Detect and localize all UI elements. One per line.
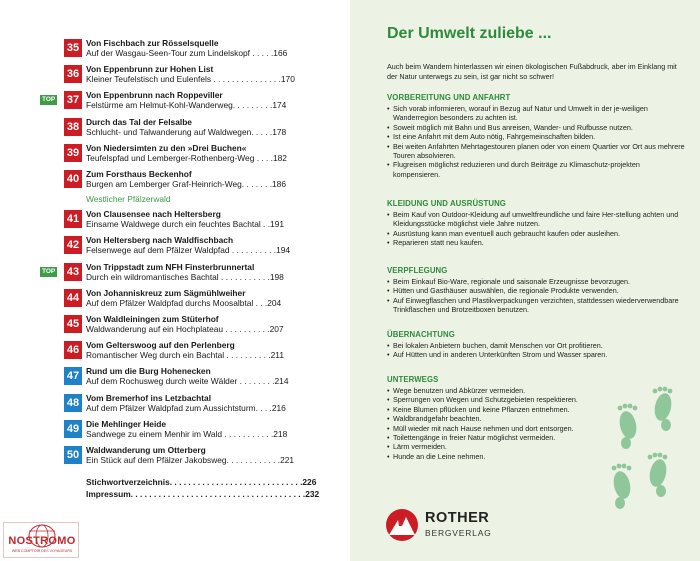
logo-subtitle: BERGVERLAG <box>425 528 492 538</box>
tour-subtitle: Auf dem Rochusweg durch weite Wälder . . . . . . . .214 <box>86 376 289 387</box>
toc-entry[interactable] <box>40 38 295 64</box>
toc-entry[interactable] <box>40 419 295 445</box>
top-badge: TOP <box>42 96 56 104</box>
tour-title: Von Fischbach zur Rösselsquelle <box>86 38 219 48</box>
tour-number-badge: 39 <box>64 144 82 162</box>
tour-title: Vom Gelterswoog auf den Perlenberg <box>86 340 235 351</box>
tip-item: • Keine Blumen pflücken und keine Pflanzen entnehmen. <box>387 405 687 414</box>
tour-subtitle: Romantischer Weg durch ein Bachtal . . . . . . . . . .211 <box>86 350 284 361</box>
tour-title: Vom Bremerhof ins Letzbachtal <box>86 392 212 403</box>
tour-title: Zum Forsthaus Beckenhof <box>86 169 192 179</box>
tip-item: • Ausrüstung kann man eventuell auch gebraucht kaufen oder ausleihen. <box>387 229 687 238</box>
tour-number-badge: 50 <box>64 446 82 464</box>
tour-title: Die Mehlinger Heide <box>86 418 167 429</box>
tour-title: Von Eppenbrunn nach Roppeviller <box>86 90 223 101</box>
tour-number-badge: 47 <box>64 367 82 385</box>
tip-item: • Waldbrandgefahr beachten. <box>387 414 687 423</box>
tour-title: Rund um die Burg Hohenecken <box>86 366 211 377</box>
eco-section <box>387 330 687 360</box>
toc-entry[interactable] <box>40 169 295 195</box>
tour-number-badge: 43 <box>64 263 82 281</box>
toc-entry[interactable] <box>40 340 295 366</box>
tip-item: • Flugreisen möglichst reduzieren und durch Beiträge zu Klimaschutz-projekten kompensieren. <box>387 160 687 179</box>
toc-entry[interactable] <box>40 366 295 392</box>
tour-title: Von Waldleiningen zum Stüterhof <box>86 314 219 324</box>
tip-item: • Reparieren statt neu kaufen. <box>387 238 687 247</box>
nostromo-watermark <box>3 522 79 558</box>
section-heading: UNTERWEGS <box>387 375 439 384</box>
tips-list <box>387 104 687 179</box>
toc-entry[interactable] <box>40 117 295 143</box>
tour-subtitle: Felstürme am Helmut-Kohl-Wanderweg. . . . . . . . .174 <box>86 100 287 111</box>
tip-item: • Lärm vermeiden. <box>387 442 687 451</box>
toc-entry[interactable] <box>40 235 295 261</box>
logo-name: ROTHER <box>425 510 490 526</box>
tour-number-badge: 48 <box>64 394 82 412</box>
tip-item: • Hütten und Gasthäuser auswählen, die regionale Produkte verwenden. <box>387 286 687 295</box>
tour-subtitle: Felsenwege auf dem Pfälzer Waldpfad . . . . . . . . . .194 <box>86 245 291 256</box>
tour-subtitle: Ein Stück auf dem Pfälzer Jakobsweg. . . . . . . . . . . .221 <box>86 455 295 465</box>
tip-item: • Bei weiten Anfahrten Mehrtagestouren planen oder von einem Quartier vor Ort aus mehrere Touren absolvieren. <box>387 142 687 161</box>
section-heading: KLEIDUNG UND AUSRÜSTUNG <box>387 199 506 208</box>
tip-item: • Toilettengänge in freier Natur möglichst vermeiden. <box>387 433 687 442</box>
tour-subtitle: Auf der Wasgau-Seen-Tour zum Lindelskopf . . . . .166 <box>86 48 288 58</box>
watermark-title: NOSTROMO <box>8 535 76 547</box>
tip-item: • Ist eine Anfahrt mit dem Auto nötig, Fahrgemeinschaften bilden. <box>387 132 687 141</box>
toc-entry[interactable] <box>40 314 295 340</box>
tip-item: • Auf Einwegflaschen und Plastikverpackungen verzichten, stattdessen wiederverwendbare Trinkflaschen und Brotzeitboxen benutzen. <box>387 296 687 315</box>
tips-list <box>387 341 687 360</box>
tip-item: • Sperrungen von Wegen und Schutzgebieten respektieren. <box>387 395 687 404</box>
index-entry[interactable]: Stichwortverzeichnis. . . . . . . . . . . . . . . . . . . . . . . . . . . . .226 <box>86 477 317 488</box>
section-heading: ÜBERNACHTUNG <box>387 330 455 339</box>
footprints-icon <box>600 385 695 515</box>
right-page <box>350 0 700 561</box>
tour-number-badge: 38 <box>64 118 82 136</box>
eco-section <box>387 93 687 179</box>
tour-title: Von Heltersberg nach Waldfischbach <box>86 235 234 246</box>
toc-entry[interactable] <box>40 64 295 90</box>
tour-title: Durch das Tal der Felsalbe <box>86 116 192 127</box>
tour-number-badge: 41 <box>64 210 82 228</box>
tip-item: • Hunde an die Leine nehmen. <box>387 452 687 461</box>
tour-subtitle: Sandwege zu einem Menhir im Wald . . . . . . . . . . .218 <box>86 428 288 439</box>
toc-entry[interactable] <box>40 288 295 314</box>
toc-entry[interactable] <box>40 393 295 419</box>
tour-subtitle: Waldwanderung auf ein Hochplateau . . . . . . . . . .207 <box>86 324 284 334</box>
tour-subtitle: Kleiner Teufelstisch und Eulenfels . . . . . . . . . . . . . . .170 <box>86 74 295 85</box>
tour-subtitle: Teufelspfad und Lemberger-Rothenberg-Weg . . . .182 <box>86 152 287 163</box>
intro-text: Auch beim Wandern hinterlassen wir einen ökologischen Fußabdruck, aber im Einklang mit der Natur unterwegs zu sein, ist gar nicht so schwer! <box>387 62 677 81</box>
tour-subtitle: Auf dem Pfälzer Waldpfad zum Aussichtsturm. . . .216 <box>86 402 286 413</box>
tour-subtitle: Durch ein wildromantisches Bachtal . . . . . . . . . . .198 <box>86 271 284 282</box>
tip-item: • Sich vorab informieren, worauf in Bezug auf Natur und Umwelt in der je-weiligen Wanderregion besonders zu achten ist. <box>387 104 687 123</box>
watermark-subtitle: WEB COMPTOIR DES VOYAGEURS <box>11 549 73 553</box>
tour-number-badge: 49 <box>64 420 82 438</box>
tour-number-badge: 45 <box>64 315 82 333</box>
tour-title: Von Eppenbrunn zur Hohen List <box>86 64 214 75</box>
tips-list <box>387 277 687 315</box>
toc-entry[interactable] <box>40 209 295 235</box>
eco-section <box>387 199 687 248</box>
tour-number-badge: 36 <box>64 65 82 83</box>
section-heading: VERPFLEGUNG <box>387 266 448 275</box>
tip-item: • Beim Kauf von Outdoor-Kleidung auf umweltfreundliche und faire Her-stellung achten und Kleidungsstücke möglichst viele Jahre nutzen. <box>387 210 687 229</box>
tour-subtitle: Auf dem Pfälzer Waldpfad durchs Moosalbtal . . .204 <box>86 297 282 308</box>
tip-item: • Soweit möglich mit Bahn und Bus anreisen, Wander- und Rufbusse nutzen. <box>387 123 687 132</box>
rother-logo <box>385 508 525 542</box>
tour-title: Waldwanderung um Otterberg <box>86 445 206 455</box>
tour-title: Von Trippstadt zum NFH Finsterbrunnertal <box>86 261 255 272</box>
tour-subtitle: Einsame Waldwege durch ein feuchtes Bachtal . .191 <box>86 219 285 230</box>
page-title: Der Umwelt zuliebe ... <box>387 25 552 42</box>
tour-subtitle: Burgen am Lemberger Graf-Heinrich-Weg. . . . . . .186 <box>86 179 286 189</box>
tour-title: Von Clausensee nach Heltersberg <box>86 209 221 220</box>
tip-item: • Auf Hütten und in anderen Unterkünften Strom und Wasser sparen. <box>387 350 687 359</box>
tour-title: Von Niedersimten zu den »Drei Buchen« <box>86 142 247 153</box>
tour-number-badge: 40 <box>64 170 82 188</box>
toc-entry[interactable] <box>40 445 295 471</box>
tip-item: • Müll wieder mit nach Hause nehmen und dort entsorgen. <box>387 424 687 433</box>
tip-item: • Beim Einkauf Bio-Ware, regionale und saisonale Erzeugnisse bevorzugen. <box>387 277 687 286</box>
toc-entry[interactable] <box>40 90 295 116</box>
toc-entry[interactable] <box>40 143 295 169</box>
eco-section <box>387 266 687 315</box>
tour-subtitle: Schlucht- und Talwanderung auf Waldwegen. . . . .178 <box>86 126 287 137</box>
tips-list <box>387 210 687 248</box>
tour-number-badge: 37 <box>64 91 82 109</box>
tour-number-badge: 35 <box>64 39 82 57</box>
tour-number-badge: 46 <box>64 341 82 359</box>
impressum-entry[interactable]: Impressum. . . . . . . . . . . . . . . . . . . . . . . . . . . . . . . . . . . . . .232 <box>86 489 320 500</box>
tour-title: Von Johanniskreuz zum Sägmühlweiher <box>86 287 246 298</box>
tour-number-badge: 42 <box>64 236 82 254</box>
tour-number-badge: 44 <box>64 289 82 307</box>
tip-item: • Wege benutzen und Abkürzer vermeiden. <box>387 386 687 395</box>
section-heading: VORBEREITUNG UND ANFAHRT <box>387 93 511 102</box>
tip-item: • Bei lokalen Anbietern buchen, damit Menschen vor Ort profitieren. <box>387 341 687 350</box>
toc-entry[interactable] <box>40 262 295 288</box>
rother-mountain-icon <box>385 508 419 542</box>
region-heading: Westlicher Pfälzerwald <box>86 194 171 205</box>
top-badge: TOP <box>42 267 56 275</box>
